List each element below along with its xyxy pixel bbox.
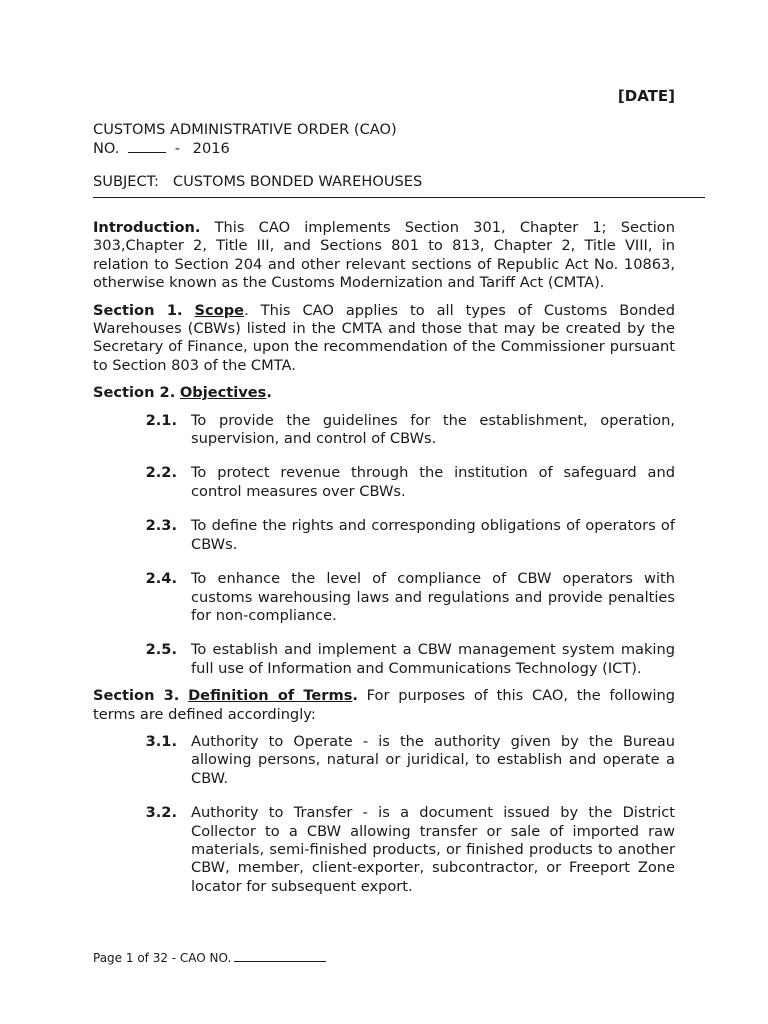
subject-label: SUBJECT: bbox=[93, 173, 159, 190]
document-body bbox=[93, 219, 675, 912]
item-number: 2.3. bbox=[145, 517, 177, 535]
introduction-label: Introduction. bbox=[93, 219, 201, 236]
list-item bbox=[93, 804, 675, 896]
list-item bbox=[93, 733, 675, 788]
footer-blank-line bbox=[234, 950, 326, 962]
order-number-blank bbox=[128, 138, 166, 153]
item-text: To protect revenue through the institution of safeguard and control measures over CBWs. bbox=[191, 464, 675, 500]
list-item bbox=[93, 464, 675, 501]
footer-text: Page 1 of 32 - CAO NO. bbox=[93, 951, 232, 965]
item-text: To define the rights and corresponding obligations of operators of CBWs. bbox=[191, 517, 675, 553]
section-2-heading-line: Section 2. Objectives. bbox=[93, 384, 272, 402]
section-3-paragraph: Section 3. Definition of Terms. For purposes of this CAO, the following terms are defined accordingly: bbox=[93, 687, 676, 723]
subject-line bbox=[93, 173, 422, 191]
section-1-paragraph bbox=[93, 302, 675, 376]
section-3-label: Section 3. bbox=[93, 687, 180, 705]
page-footer bbox=[93, 949, 326, 967]
item-number: 2.2. bbox=[145, 464, 177, 482]
item-number: 2.1. bbox=[145, 411, 177, 429]
order-number-label: NO. bbox=[93, 140, 120, 157]
list-item bbox=[93, 412, 675, 449]
item-text: To enhance the level of compliance of CBW operators with customs warehousing laws and regulations and provide penalties for non-compliance. bbox=[191, 570, 675, 624]
list-item bbox=[93, 570, 675, 625]
item-number: 2.4. bbox=[145, 570, 177, 588]
section-3-heading: Definition of Terms bbox=[188, 687, 353, 705]
order-number bbox=[93, 138, 230, 158]
introduction-paragraph bbox=[93, 219, 675, 293]
item-text: To provide the guidelines for the establishment, operation, supervision, and control of CBWs. bbox=[191, 411, 675, 448]
item-text: Authority to Transfer - is a document issued by the District Collector to a CBW allowing transfer or sale of imported raw materials, semi-finished products, or finished products to another CBW, member, client-exporter, subcontractor, or Freeport Zone locator for subsequent export. bbox=[191, 804, 675, 895]
section-1-text: . This CAO applies to all types of Customs Bonded Warehouses (CBWs) listed in the CMTA and those that may be created by the Secretary of Finance, upon the recommendation of the Commissioner pursuant to Section 803 of the CMTA. bbox=[93, 301, 675, 374]
item-text: Authority to Operate - is the authority given by the Bureau allowing persons, natural or juridical, to establish and operate a CBW. bbox=[191, 732, 675, 787]
introduction-text: This CAO implements Section 301, Chapter 1; Section 303,Chapter 2, Title III, and Sections 801 to 813, Chapter 2, Title VIII, in relation to Section 204 and other relevant sections of Republic Act No. 10863, otherwise known as the Customs Modernization and Tariff Act (CMTA). bbox=[93, 219, 675, 292]
item-text: To establish and implement a CBW management system making full use of Information and Communications Technology (ICT). bbox=[191, 641, 675, 677]
order-year: 2016 bbox=[192, 140, 230, 157]
subject-text: CUSTOMS BONDED WAREHOUSES bbox=[172, 173, 423, 190]
item-number: 3.1. bbox=[145, 732, 177, 750]
section-2-heading: Objectives bbox=[179, 384, 267, 402]
item-number: 2.5. bbox=[145, 641, 177, 659]
section-2-label: Section 2. bbox=[93, 384, 176, 402]
list-item bbox=[93, 641, 675, 678]
date-placeholder: [DATE] bbox=[617, 87, 675, 105]
section-3-text: For purposes of this CAO, the following terms are defined accordingly: bbox=[93, 687, 676, 723]
order-number-dash: - bbox=[174, 140, 181, 157]
section-1-heading: Scope bbox=[194, 301, 245, 319]
item-number: 3.2. bbox=[145, 804, 177, 822]
list-item bbox=[93, 517, 675, 554]
header-divider bbox=[93, 197, 705, 198]
order-title: CUSTOMS ADMINISTRATIVE ORDER (CAO) bbox=[93, 121, 397, 138]
section-1-label: Section 1. bbox=[93, 301, 183, 319]
